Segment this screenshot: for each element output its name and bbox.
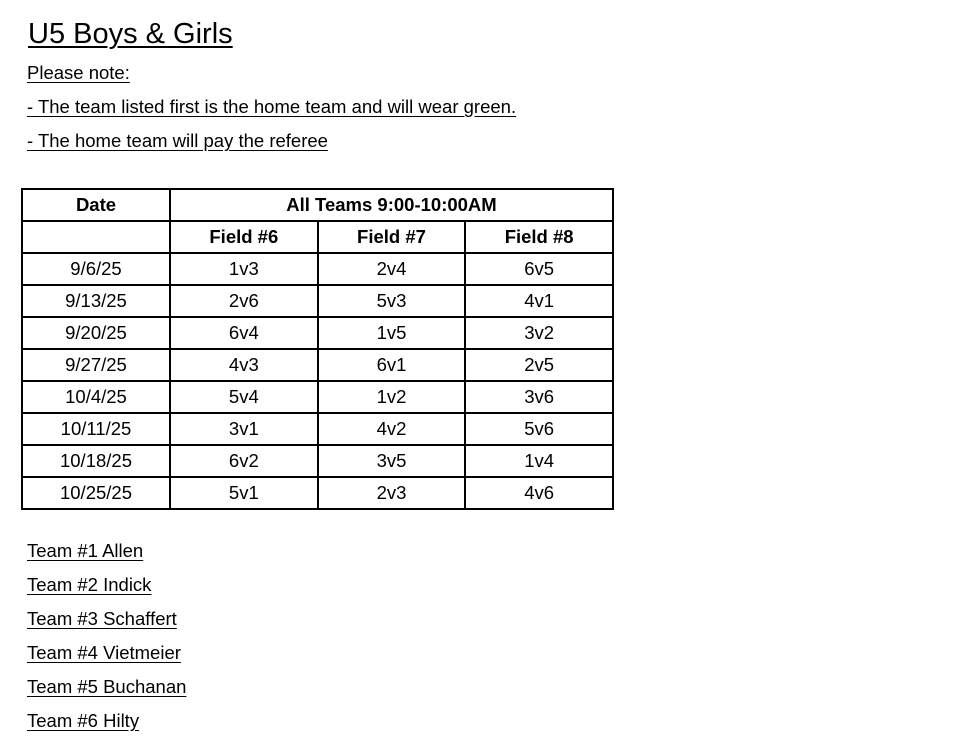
game-cell: 3v6 (465, 381, 613, 413)
table-row (22, 349, 613, 381)
game-cell: 4v6 (465, 477, 613, 509)
time-slot-header: All Teams 9:00-10:00AM (170, 189, 613, 221)
game-cell: 2v4 (318, 253, 466, 285)
team-list (27, 540, 186, 744)
note-home-team-green: - The team listed first is the home team and will wear green. (27, 96, 517, 117)
table-row (22, 445, 613, 477)
date-cell: 10/11/25 (22, 413, 170, 445)
game-cell: 3v1 (170, 413, 318, 445)
team-3-label: Team #3 Schaffert (27, 608, 177, 629)
field-6-header: Field #6 (170, 221, 318, 253)
date-cell: 9/20/25 (22, 317, 170, 349)
game-cell: 1v2 (318, 381, 466, 413)
game-cell: 5v4 (170, 381, 318, 413)
game-cell: 6v2 (170, 445, 318, 477)
team-6-label: Team #6 Hilty (27, 710, 140, 731)
game-cell: 4v2 (318, 413, 466, 445)
game-cell: 5v1 (170, 477, 318, 509)
table-row (22, 285, 613, 317)
game-cell: 6v5 (465, 253, 613, 285)
game-cell: 6v1 (318, 349, 466, 381)
team-2-label: Team #2 Indick (27, 574, 152, 595)
table-row (22, 381, 613, 413)
page-title: U5 Boys & Girls (28, 18, 233, 50)
note-home-team-referee: - The home team will pay the referee (27, 130, 328, 151)
table-row (22, 317, 613, 349)
date-cell: 10/4/25 (22, 381, 170, 413)
date-cell: 9/13/25 (22, 285, 170, 317)
date-header: Date (22, 189, 170, 221)
team-4-label: Team #4 Vietmeier (27, 642, 181, 663)
game-cell: 5v3 (318, 285, 466, 317)
date-cell: 9/27/25 (22, 349, 170, 381)
date-cell: 9/6/25 (22, 253, 170, 285)
date-cell: 10/25/25 (22, 477, 170, 509)
schedule-table (21, 188, 614, 510)
team-1-label: Team #1 Allen (27, 540, 144, 561)
game-cell: 2v3 (318, 477, 466, 509)
game-cell: 1v5 (318, 317, 466, 349)
field-header-row (22, 221, 613, 253)
game-cell: 3v2 (465, 317, 613, 349)
game-cell: 6v4 (170, 317, 318, 349)
note-heading: Please note: (27, 62, 130, 83)
game-cell: 4v1 (465, 285, 613, 317)
table-row (22, 413, 613, 445)
table-row (22, 477, 613, 509)
team-5-label: Team #5 Buchanan (27, 676, 187, 697)
header-row (22, 189, 613, 221)
game-cell: 4v3 (170, 349, 318, 381)
game-cell: 2v5 (465, 349, 613, 381)
field-8-header: Field #8 (465, 221, 613, 253)
table-row (22, 253, 613, 285)
field-7-header: Field #7 (318, 221, 466, 253)
game-cell: 1v3 (170, 253, 318, 285)
date-cell: 10/18/25 (22, 445, 170, 477)
game-cell: 1v4 (465, 445, 613, 477)
game-cell: 5v6 (465, 413, 613, 445)
game-cell: 2v6 (170, 285, 318, 317)
empty-header-cell (22, 221, 170, 253)
game-cell: 3v5 (318, 445, 466, 477)
